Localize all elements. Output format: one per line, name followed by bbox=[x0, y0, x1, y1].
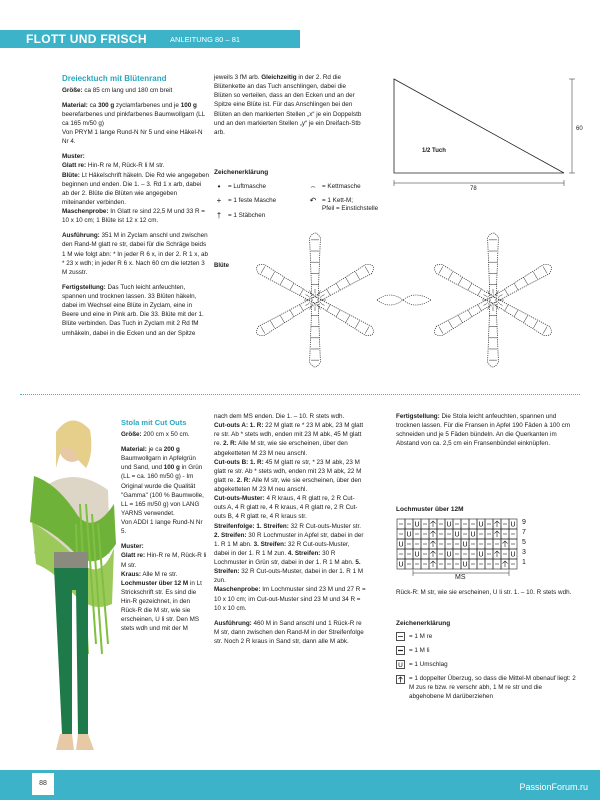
svg-text:U: U bbox=[454, 531, 460, 539]
cutouts-muster: Cut-outs-Muster: 4 R kraus, 4 R glatt re, 2 R Cut-outs A, 4 R glatt re, 4 R kraus, 4 R glatt re, 2 R Cut-outs B, 4 R glatt re, 4 R kraus str. bbox=[214, 495, 358, 521]
dot-icon: • bbox=[217, 182, 221, 191]
cutouts-a: Cut-outs A: 1. R: 22 M glatt re * 23 M abk, 23 M glatt re str. Ab * stets wdh, enden mit 23 M abk, 45 M glatt re. 2. R: Alle M str, wie sie erscheinen, über den abgeketteten M 23 M neu anschl. bbox=[214, 422, 364, 457]
top-glatt: Glatt re: Hin-R re M, Rück-R li M str. bbox=[62, 162, 165, 170]
top-col-1 bbox=[62, 73, 210, 338]
cutouts-b: Cut-outs B: 1. R: 45 M glatt re str, * 23 M abk, 23 M glatt re str. Ab * stets wdh, enden mit 23 M abk, 22 M glatt re. 2. R: Alle M str, wie sie erscheinen, über den abgeketteten M 23 M neu anschl. bbox=[214, 458, 362, 493]
svg-text:U: U bbox=[470, 531, 476, 539]
svg-text:U: U bbox=[478, 521, 484, 529]
half-shawl-schematic bbox=[392, 73, 582, 193]
bottom-lochmuster: Lochmuster über 12 M in Lt Strickschrift str. Es sind die Hin-R gezeichnet, in den Rück-R die M str, wie sie erscheinen, U li str. Den MS stets wdh und mit der M bbox=[121, 579, 202, 633]
row-number-3: 3 bbox=[522, 549, 526, 556]
top-maschenprobe: Maschenprobe: In Glatt re sind 22,5 M und 33 R = 10 x 10 cm; 1 Blüte ist 12 x 12 cm. bbox=[62, 208, 205, 225]
chart-title: Lochmuster über 12M bbox=[396, 506, 464, 513]
svg-text:U: U bbox=[398, 561, 404, 569]
svg-text:U: U bbox=[462, 541, 468, 549]
svg-text:U: U bbox=[398, 662, 403, 670]
arrow-icon: ↶ bbox=[309, 196, 317, 205]
knit-box-icon bbox=[396, 632, 405, 641]
legend-single-crochet: + = 1 feste Masche bbox=[214, 195, 276, 207]
legend-arrow-note: Pfeil = Einstichstelle bbox=[322, 205, 379, 212]
flower-diagram bbox=[225, 222, 585, 382]
streifenfolge: Streifenfolge: 1. Streifen: 32 R Cut-outs-Muster str. 2. Streifen: 30 R Lochmuster in Apfel str, dabei in der 1. R 1 M abn. 3. Streifen: 32 R Cut-outs-Muster, dabei in der 1. R 1 M zun. 4. Streifen: 30 R Lochmuster in Grün str, dabei in der 1. R 1 M abn. 5. Streifen: 32 R Cut-outs-Muster, dabei in der 1. R 1 M zun. bbox=[214, 522, 364, 585]
bottom-col-2 bbox=[214, 412, 366, 646]
top-bluete: Blüte: Lt Häkelschrift häkeln. Die Rd wie angegeben beginnen und enden. Die 1. – 3. Rd 1 x arb, dabei ab der 2. Blüte die Blüten wie angegeben miteinander verbinden. bbox=[62, 171, 210, 206]
bottom-kraus: Kraus: Alle M re str. bbox=[121, 570, 178, 578]
legend-knit: = 1 M re bbox=[396, 632, 432, 641]
bottom-col-1 bbox=[121, 418, 207, 634]
yarn-over-icon bbox=[396, 660, 405, 669]
purl-box-icon bbox=[396, 646, 405, 655]
legend-join-stitch: ↶ = 1 Kett-M; bbox=[309, 196, 353, 205]
row-number-9: 9 bbox=[522, 519, 526, 526]
svg-text:U: U bbox=[414, 551, 420, 559]
top-material: Material: ca 300 g zyclamfarbenes und je 100 g beerefarbenes und pinkfarbenes Baumwollgarn (LL ca 165 m/50 g) bbox=[62, 101, 205, 127]
legend-double-decrease: = 1 doppelter Überzug, so dass die Mittel-M obenauf liegt: 2 M zus re bzw. re verschr abh, 1 M re str und die abgehobene M darüberziehen bbox=[396, 674, 576, 701]
bottom-title: Stola mit Cut Outs bbox=[121, 418, 187, 427]
svg-text:U: U bbox=[446, 521, 452, 529]
ms-label: MS bbox=[455, 574, 466, 581]
row-number-5: 5 bbox=[522, 539, 526, 546]
page-number: 88 bbox=[32, 773, 54, 795]
section-divider bbox=[20, 394, 580, 395]
top-muster-heading: Muster: bbox=[62, 153, 85, 161]
legend-double-crochet: † = 1 Stäbchen bbox=[214, 210, 265, 222]
svg-text:U: U bbox=[414, 521, 420, 529]
bottom-ausfuehrung: Ausführung: 460 M in Sand anschl und 1 Rück-R re M str, dann zwischen den Rand-M in der Streifenfolge str. Noch 2 R kraus in Sand str, dann alle M abk. bbox=[214, 619, 364, 645]
footer-bar bbox=[0, 770, 600, 800]
bottom-fertigstellung: Fertigstellung: Die Stola leicht anfeuchten, spannen und trocknen lassen. Für die Fransen in Apfel 190 Fäden à 100 cm schneiden und je 5 Fäden bündeln. An die Querkanten im Abstand von ca. 2,5 cm ein Fransenbündel einknüpfen. bbox=[396, 413, 570, 448]
legend-slip-stitch: ⌢ = Kettmasche bbox=[308, 181, 361, 193]
top-size: Größe: ca 85 cm lang und 180 cm breit bbox=[62, 86, 173, 94]
svg-text:U: U bbox=[462, 561, 468, 569]
bottom-size: Größe: 200 cm x 50 cm. bbox=[121, 430, 190, 438]
dagger-icon: † bbox=[216, 211, 222, 220]
schematic-width: 78 bbox=[470, 186, 477, 192]
arc-icon: ⌢ bbox=[310, 182, 316, 191]
bottom-addi: Von ADDI 1 lange Rund-N Nr 5. bbox=[121, 519, 203, 536]
header-title: FLOTT UND FRISCH bbox=[26, 32, 147, 46]
bottom-maschenprobe: Maschenprobe: Im Lochmuster sind 23 M und 27 R = 10 x 10 cm; im Cut-out-Muster sind 23 M und 34 R = 10 x 10 cm. bbox=[214, 586, 366, 612]
schematic-label: 1/2 Tuch bbox=[422, 148, 446, 154]
bottom-col-3 bbox=[396, 412, 576, 449]
top-ausfuehrung: Ausführung: 351 M in Zyclam anschl und zwischen den Rand-M glatt re str, dabei für die Schräge beids 1 M wie folgt abn: * In jeder R 6 x, in der 2. R 1 x, ab * 23 x wdh; in jeder R 6 x. Nach 60 cm die letzten 3 M zusstr. bbox=[62, 232, 208, 276]
legend-yarn-over: U = 1 Umschlag bbox=[396, 660, 448, 669]
bottom-material: Material: je ca 200 g Baumwollgarn in Apfelgrün und Sand, und 100 g in Grün (LL = ca. 160 m/50 g) - Im Original wurde die Qualität "Gamma" (100 % Baumwolle, LL = 165 m/50 g) von LANG YARNS verwendet. bbox=[121, 446, 204, 517]
row-number-7: 7 bbox=[522, 529, 526, 536]
top-prym: Von PRYM 1 lange Rund-N Nr 5 und eine Häkel-N Nr 4. bbox=[62, 129, 203, 146]
bottom-muster-heading: Muster: bbox=[121, 543, 144, 551]
svg-text:U: U bbox=[446, 551, 452, 559]
svg-text:U: U bbox=[510, 521, 516, 529]
top-col-2 bbox=[214, 73, 362, 137]
header-subtitle: ANLEITUNG 80 – 81 bbox=[170, 35, 241, 44]
bottom-p1: nach dem MS enden. Die 1. – 10. R stets wdh. bbox=[214, 413, 345, 420]
top-legend-title: Zeichenerklärung bbox=[214, 169, 269, 176]
svg-text:U: U bbox=[398, 541, 404, 549]
watermark: PassionForum.ru bbox=[519, 782, 588, 792]
flower-label: Blüte bbox=[214, 263, 229, 269]
chart-note: Rück-R: M str, wie sie erscheinen, U li str. 1. – 10. R stets wdh. bbox=[396, 589, 572, 596]
svg-text:U: U bbox=[478, 551, 484, 559]
model-photo bbox=[18, 404, 126, 770]
legend-chain-stitch: • = Luftmasche bbox=[214, 181, 266, 193]
svg-text:U: U bbox=[510, 551, 516, 559]
bottom-legend-title: Zeichenerklärung bbox=[396, 620, 451, 627]
legend-purl: = 1 M li bbox=[396, 646, 429, 655]
top-continuation: jeweils 3 fM arb. Gleichzeitig in der 2. Rd die Blütenkette an das Tuch anschlingen, dabei die Blüten so verteilen, dass an den Ecken und an der Spitze eine Blüte ist. Für das Anschlingen bei den Blüten an den markierten Stellen „x“ je ein Doppelstb und an den markierten Stellen „y“ je ein Dreifach-Stb arb. bbox=[214, 74, 362, 136]
row-number-1: 1 bbox=[522, 559, 526, 566]
double-decrease-icon bbox=[396, 675, 405, 684]
schematic-height: 60 bbox=[576, 126, 583, 132]
plus-icon: + bbox=[216, 196, 222, 205]
top-title: Dreiecktuch mit Blütenrand bbox=[62, 74, 167, 83]
bottom-glatt: Glatt re: Hin-R re M, Rück-R li M str. bbox=[121, 552, 207, 569]
svg-text:U: U bbox=[406, 531, 412, 539]
top-fertigstellung: Fertigstellung: Das Tuch leicht anfeuchten, spannen und trocknen lassen. 33 Blüten häkeln, dabei im Wechsel eine Blüte in Zyclam, eine in Beere und eine in Pink arb. Die 33. Blüte mit der 1. Blüte verbinden. Das Tuch in Zyclam mit 2 Rd fM umhäkeln, dabei in die Ecken und an der Spitze bbox=[62, 283, 204, 337]
